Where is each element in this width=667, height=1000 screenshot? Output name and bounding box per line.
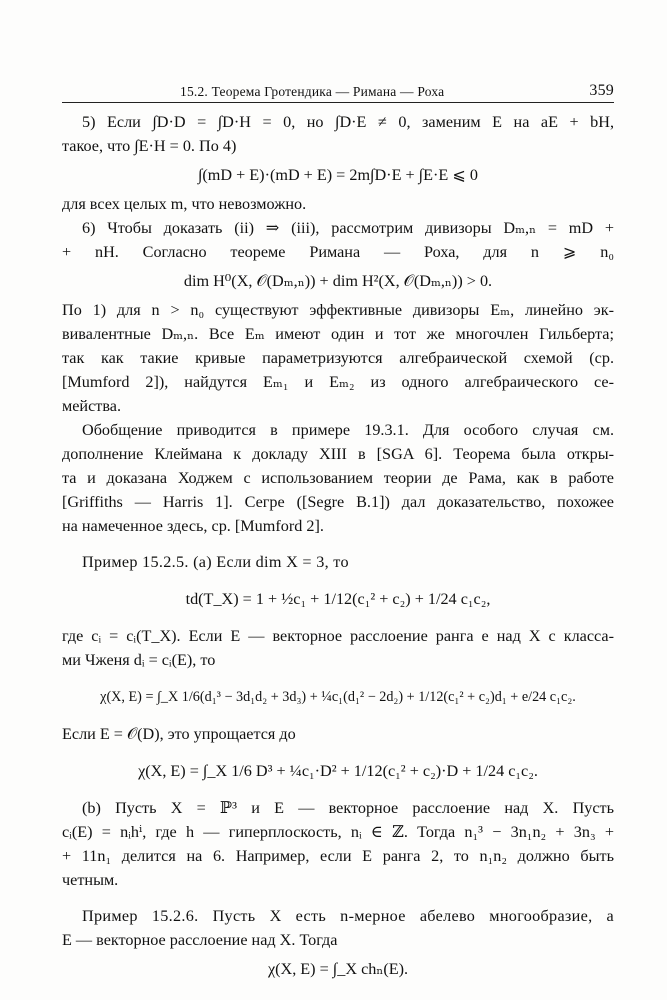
text-line: такое, что ∫E·H = 0. По 4): [62, 137, 237, 155]
text-line: E — векторное расслоение над X. Тогда: [62, 931, 338, 949]
equation: χ(X, E) = ∫_X chₙ(E).: [267, 960, 409, 978]
text-line: [Griffiths — Harris 1]. Сегре ([Segre B.1]) дал доказательство, похожее: [62, 493, 614, 511]
text-line: четным.: [62, 871, 119, 889]
example-heading: Пример 15.2.5. (a) Если dim X = 3, то: [82, 553, 349, 571]
text-line: дополнение Клеймана к докладу XIII в [SGA 6]. Теорема была откры-: [62, 445, 614, 463]
equation: ∫(mD + E)·(mD + E) = 2m∫D·E + ∫E·E ⩽ 0: [197, 166, 479, 184]
text-line: мейства.: [62, 397, 122, 415]
text-line: так как такие кривые параметризуются алгебраической схемой (ср.: [62, 349, 614, 367]
equation: χ(X, E) = ∫_X 1/6 D³ + ¼c₁·D² + 1/12(c₁² + c₂)·D + 1/24 c₁c₂.: [138, 762, 538, 780]
text-line: та и доказана Ходжем с использованием теории де Рама, как в работе: [62, 469, 614, 487]
running-title: 15.2. Теорема Гротендика — Римана — Роха: [180, 84, 445, 99]
text-line: + nH. Согласно теореме Римана — Роха, для n ⩾ n₀: [62, 243, 614, 261]
header-rule: [62, 102, 614, 103]
text-line: (b) Пусть X = ℙ³ и E — векторное расслоение над X. Пусть: [82, 799, 614, 817]
example-heading: Пример 15.2.6. Пусть X есть n-мерное абелево многообразие, а: [82, 907, 614, 925]
text-line: ми Чженя dᵢ = cᵢ(E), то: [62, 651, 216, 669]
page-body: [62, 110, 614, 986]
equation: td(T_X) = 1 + ½c₁ + 1/12(c₁² + c₂) + 1/24 c₁c₂,: [185, 590, 491, 608]
equation: χ(X, E) = ∫_X 1/6(d₁³ − 3d₁d₂ + 3d₃) + ¼c₁(d₁² − 2d₂) + 1/12(c₁² + c₂)d₁ + e/24 c₁c₂.: [100, 689, 576, 705]
text-line: 5) Если ∫D·D = ∫D·H = 0, но ∫D·E ≠ 0, заменим E на aE + bH,: [82, 113, 614, 131]
text-line: cᵢ(E) = nᵢhⁱ, где h — гиперплоскость, nᵢ ∈ ℤ. Тогда n₁³ − 3n₁n₂ + 3n₃ +: [62, 823, 614, 841]
text-line: на намеченное здесь, ср. [Mumford 2].: [62, 517, 324, 535]
text-line: вивалентные Dₘ,ₙ. Все Eₘ имеют один и тот же многочлен Гильберта;: [62, 325, 614, 343]
text-line: Если E = 𝒪(D), это упрощается до: [62, 725, 296, 743]
text-line: где cᵢ = cᵢ(T_X). Если E — векторное расслоение ранга e над X с класса-: [62, 627, 614, 645]
text-line: Обобщение приводится в примере 19.3.1. Для особого случая см.: [82, 421, 614, 439]
text-line: [Mumford 2]), найдутся Eₘ₁ и Eₘ₂ из одного алгебраического се-: [62, 373, 614, 391]
equation: dim H⁰(X, 𝒪(Dₘ,ₙ)) + dim H²(X, 𝒪(Dₘ,ₙ)) > 0.: [183, 272, 493, 290]
text-line: 6) Чтобы доказать (ii) ⇒ (iii), рассмотрим дивизоры Dₘ,ₙ = mD +: [82, 219, 614, 237]
text-line: + 11n₁ делится на 6. Например, если E ранга 2, то n₁n₂ должно быть: [62, 847, 614, 865]
text-line: для всех целых m, что невозможно.: [62, 195, 307, 213]
page-number: 359: [589, 82, 614, 99]
text-line: По 1) для n > n₀ существуют эффективные дивизоры Eₘ, линейно эк-: [62, 301, 614, 319]
